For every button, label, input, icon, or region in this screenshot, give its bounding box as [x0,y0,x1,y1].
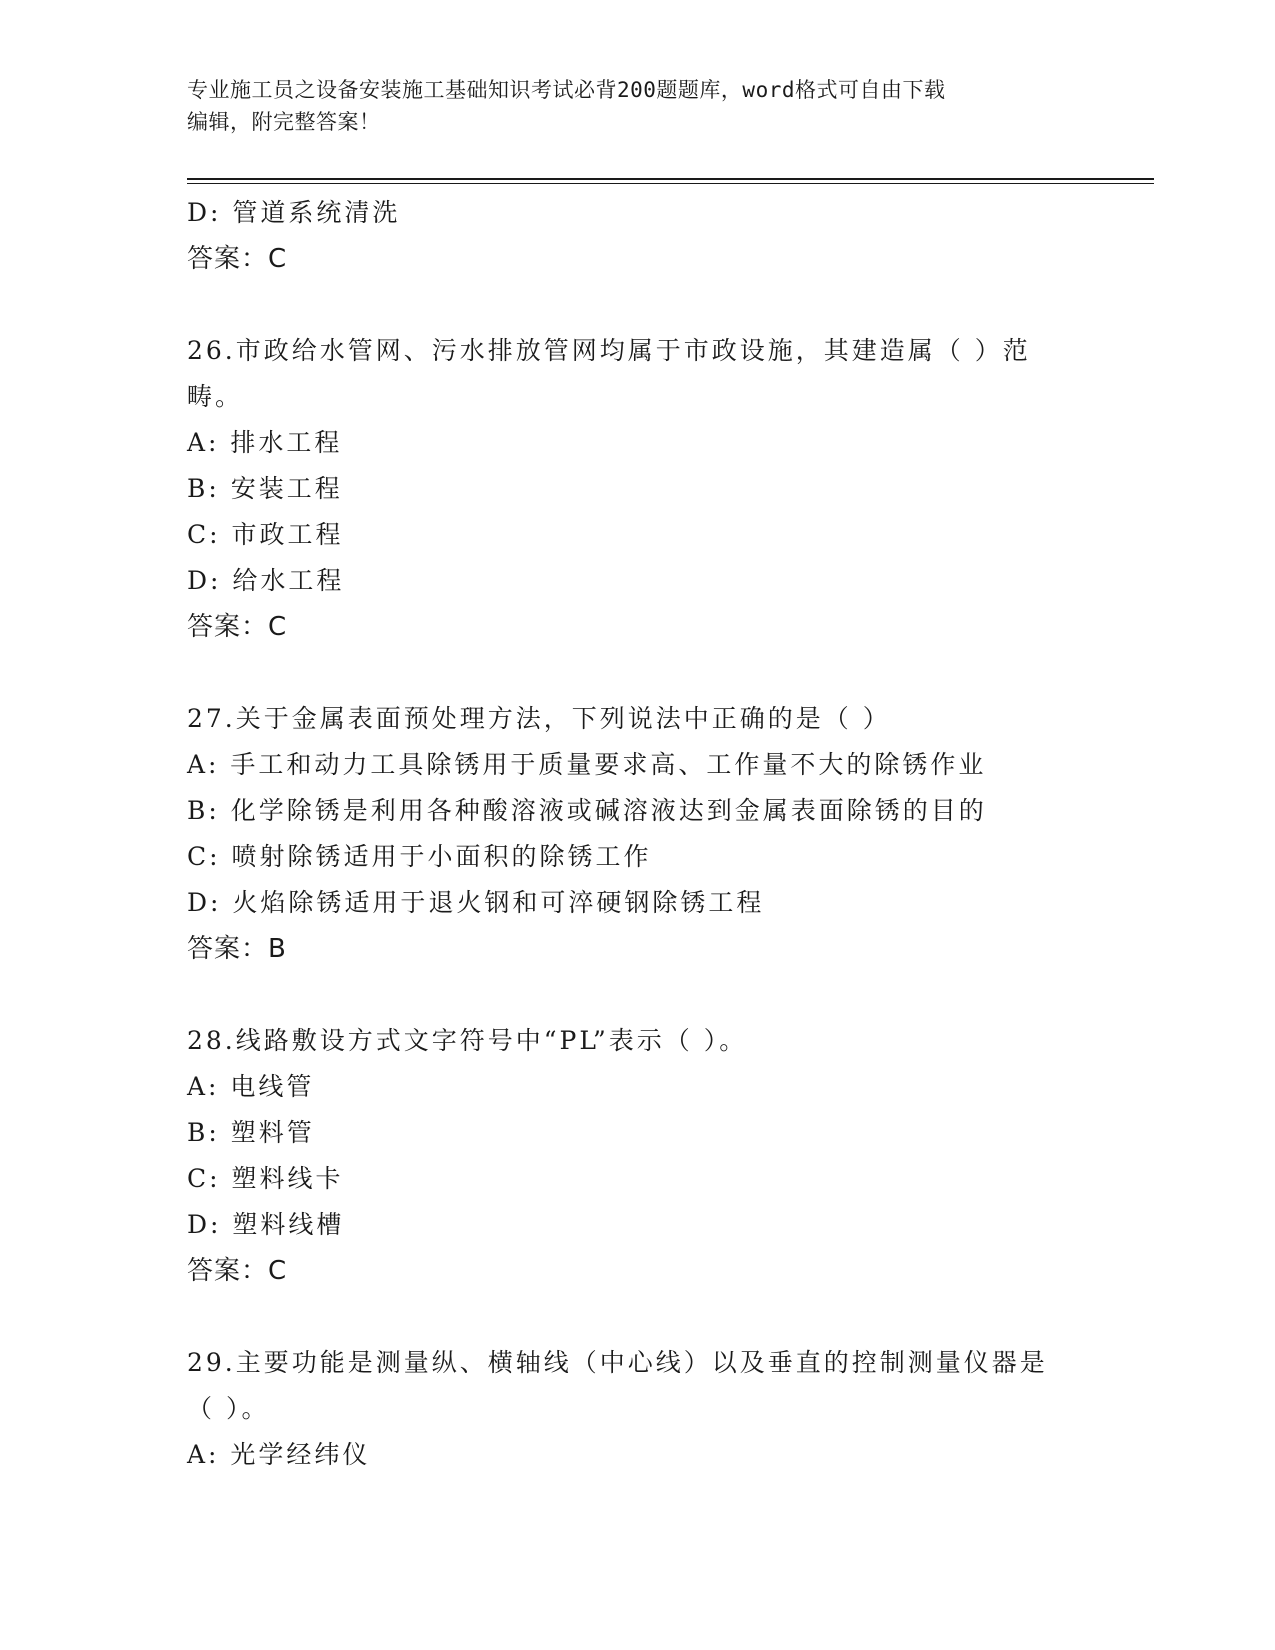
question-28-option-b: B: 塑料管 [187,1118,315,1147]
header-divider-thick [187,178,1154,180]
spacer [187,650,1087,696]
header-title-line-1: 专业施工员之设备安装施工基础知识考试必背200题题库，word格式可自由下载 [187,78,946,102]
question-28-option-a: A: 电线管 [187,1072,315,1101]
question-28-answer: 答案：C [187,1256,288,1286]
question-26-stem-continued: 畴。 [187,382,244,411]
question-26-option-d: D: 给水工程 [187,566,345,595]
question-26-option-c: C: 市政工程 [187,520,344,549]
question-block-26 [187,328,1087,650]
question-27-option-a: A: 手工和动力工具除锈用于质量要求高、工作量不大的除锈作业 [187,750,987,779]
question-block-25 [187,190,1087,282]
question-28-option-c: C: 塑料线卡 [187,1164,344,1193]
page-header [187,74,1067,138]
spacer [187,1294,1087,1340]
spacer [187,972,1087,1018]
question-29-stem: 29.主要功能是测量纵、横轴线（中心线）以及垂直的控制测量仪器是 [187,1348,1048,1377]
question-block-28 [187,1018,1087,1294]
question-28-stem: 28.线路敷设方式文字符号中“PL”表示（ ）。 [187,1026,748,1055]
question-26-option-a: A: 排水工程 [187,428,343,457]
question-list [187,190,1087,1478]
question-block-27 [187,696,1087,972]
header-divider-thin [187,183,1154,184]
question-26-stem: 26.市政给水管网、污水排放管网均属于市政设施，其建造属（ ）范 [187,336,1031,365]
question-25-answer: 答案：C [187,244,288,274]
question-26-option-b: B: 安装工程 [187,474,343,503]
question-28-option-d: D: 塑料线槽 [187,1210,345,1239]
question-29-stem-continued: （ ）。 [187,1394,270,1423]
question-block-29 [187,1340,1087,1478]
question-27-option-c: C: 喷射除锈适用于小面积的除锈工作 [187,842,652,871]
question-27-answer: 答案：B [187,934,287,964]
question-25-option-d: D: 管道系统清洗 [187,198,401,227]
question-26-answer: 答案：C [187,612,288,642]
spacer [187,282,1087,328]
header-title-line-2: 编辑，附完整答案！ [187,110,381,134]
question-27-option-b: B: 化学除锈是利用各种酸溶液或碱溶液达到金属表面除锈的目的 [187,796,987,825]
question-27-stem: 27.关于金属表面预处理方法，下列说法中正确的是（ ） [187,704,891,733]
question-27-option-d: D: 火焰除锈适用于退火钢和可淬硬钢除锈工程 [187,888,765,917]
question-29-option-a: A: 光学经纬仪 [187,1440,371,1469]
